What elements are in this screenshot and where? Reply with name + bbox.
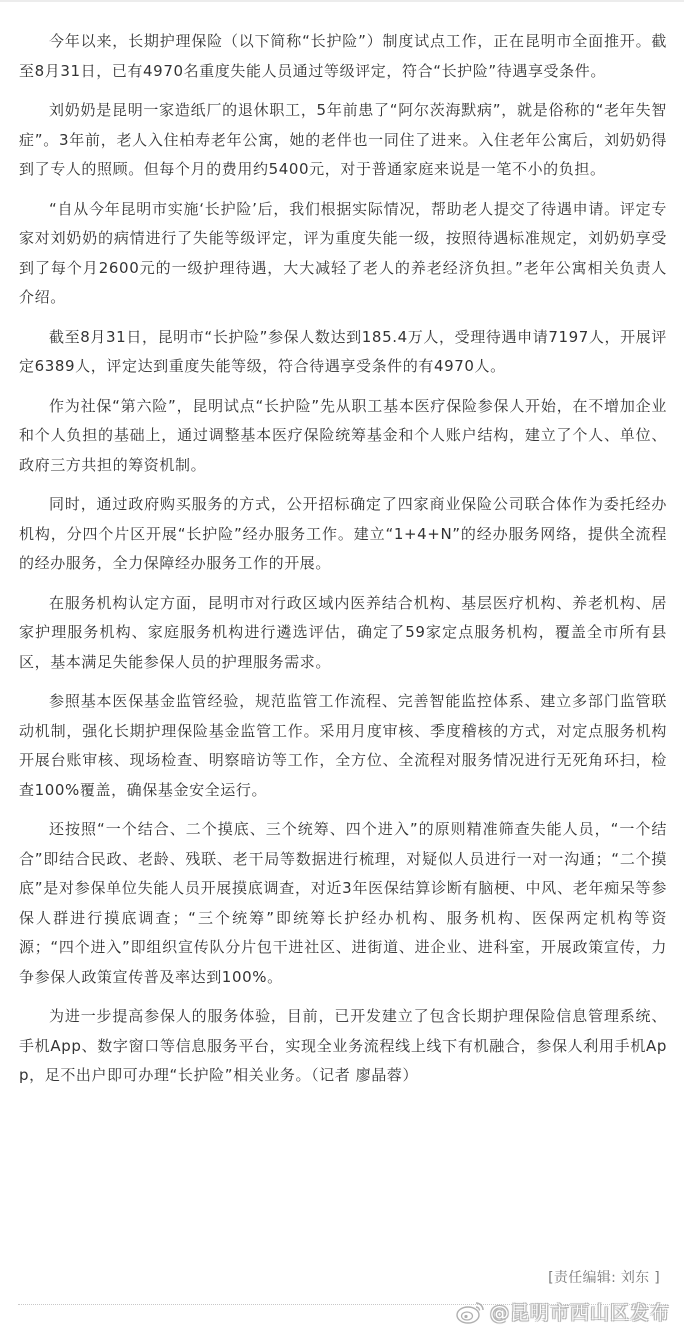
top-divider (0, 0, 684, 2)
paragraph-statistics: 截至8月31日，昆明市“长护险”参保人数达到185.4万人，受理待遇申请7197人，开展评定6389人，评定达到重度失能等级，符合待遇享受条件的有4970人。 (19, 327, 667, 375)
editor-credit: [责任编辑: 刘东 ] (548, 1270, 660, 1286)
paragraph-procurement: 同时，通过政府购买服务的方式，公开招标确定了四家商业保险公司联合体作为委托经办机构，分四个片区开展“长护险”经办服务工作。建立“1+4+N”的经办服务网络，提供全流程的经办服务，全力保障经办服务工作的开展。 (19, 495, 667, 572)
paragraph-funding: 作为社保“第六险”，昆明试点“长护险”先从职工基本医疗保险参保人开始，在不增加企业和个人负担的基础上，通过调整基本医疗保险统筹基金和个人账户结构，建立了个人、单位、政府三方共担的筹资机制。 (19, 396, 667, 474)
paragraph-screening: 还按照“一个结合、二个摸底、三个统筹、四个进入”的原则精准筛查失能人员，“一个结合”即结合民政、老龄、残联、老干局等数据进行梳理，对疑似人员进行一对一沟通；“二个摸底”是对参保单位失能人员开展摸底调查，对近3年医保结算诊断有脑梗、中风、老年痴呆等参保人群进行摸底调查；“三个统筹”即统筹长护经办机构、服务机构、医保两定机构等资源；“四个进入”即组织宣传队分片包干进社区、进街道、进企业、进科室，开展政策宣传，力争参保人政策宣传普及率达到100%。 (19, 820, 667, 986)
article-body (19, 27, 667, 1101)
paragraph-service-institutions: 在服务机构认定方面，昆明市对行政区域内医养结合机构、基层医疗机构、养老机构、居家护理服务机构、家庭服务机构进行遴选评估，确定了59家定点服务机构，覆盖全市所有县区，基本满足失能参保人员的护理服务需求。 (19, 593, 667, 671)
paragraph-case-story: 刘奶奶是昆明一家造纸厂的退休职工，5年前患了“阿尔茨海默病”，就是俗称的“老年失智症”。3年前，老人入住柏寿老年公寓，她的老伴也一同住了进来。入住老年公寓后，刘奶奶得到了专人的照顾。但每个月的费用约5400元，对于普通家庭来说是一笔不小的负担。 (19, 101, 667, 178)
watermark-text: @昆明市西山区发布 (489, 1302, 670, 1324)
paragraph-intro: 今年以来，长期护理保险（以下简称“长护险”）制度试点工作，正在昆明市全面推开。截至8月31日，已有4970名重度失能人员通过等级评定，符合“长护险”待遇享受条件。 (19, 32, 667, 80)
paragraph-quote: “自从今年昆明市实施‘长护险’后，我们根据实际情况，帮助老人提交了待遇申请。评定专家对刘奶奶的病情进行了失能等级评定，评为重度失能一级，按照待遇标准规定，刘奶奶享受到了每个月2600元的一级护理待遇，大大减轻了老人的养老经济负担。”老年公寓相关负责人介绍。 (19, 199, 667, 306)
paragraph-digital-services: 为进一步提高参保人的服务体验，目前，已开发建立了包含长期护理保险信息管理系统、手机App、数字窗口等信息服务平台，实现全业务流程线上线下有机融合，参保人利用手机App，足不出户即可办理“长护险”相关业务。（记者 廖晶蓉） (19, 1007, 667, 1084)
paragraph-supervision: 参照基本医保基金监管经验，规范监管工作流程、完善智能监控体系、建立多部门监管联动机制，强化长期护理保险基金监管工作。采用月度审核、季度稽核的方式，对定点服务机构开展台账审核、现场检查、明察暗访等工作，全方位、全流程对服务情况进行无死角环扫，检查100%覆盖，确保基金安全运行。 (19, 692, 667, 799)
weibo-icon (456, 1299, 486, 1325)
weibo-watermark (456, 1298, 670, 1325)
